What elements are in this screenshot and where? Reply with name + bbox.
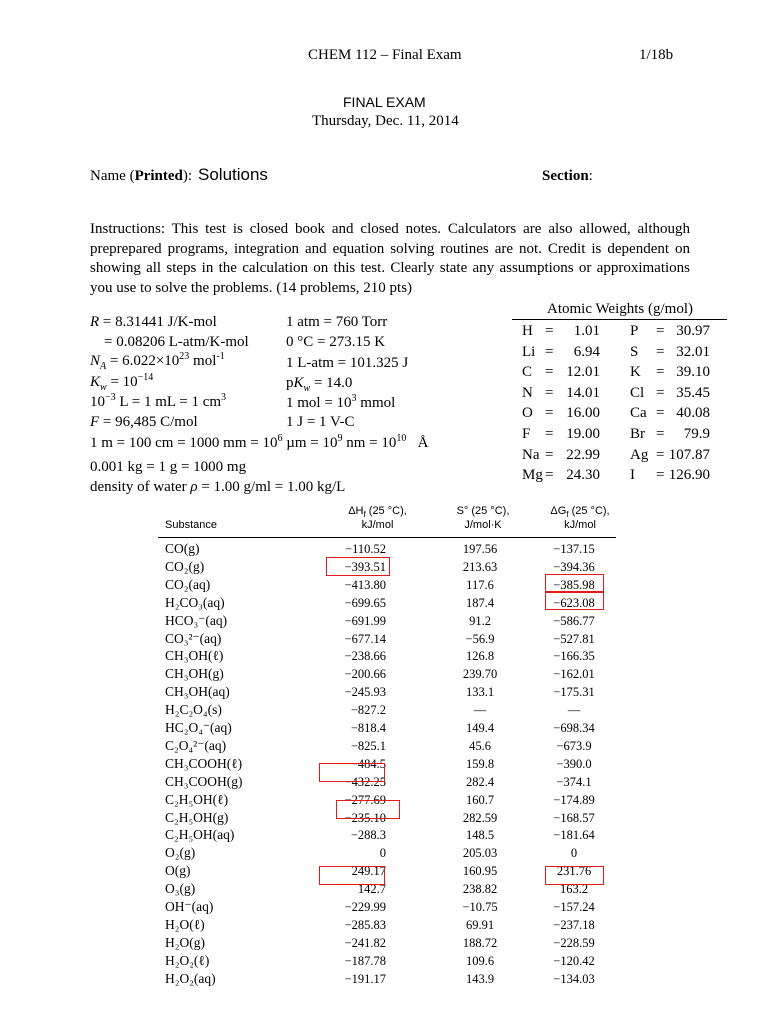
cell-entropy: −10.75 (462, 900, 498, 914)
cell-enthalpy: −191.17 (344, 971, 386, 986)
cell-enthalpy: 249.17 (351, 864, 386, 879)
col-header-s-unit: J/mol·K (464, 519, 502, 531)
atomic-weight-value: 16.00 (566, 405, 600, 422)
highlight-box-co2g-dh (326, 557, 390, 576)
cell-gibbs: 231.76 (556, 864, 592, 879)
cell-enthalpy: −187.78 (344, 953, 386, 968)
cell-entropy: 160.95 (462, 864, 498, 879)
cell-substance: H₂O(g) (165, 934, 205, 950)
const-volume (90, 392, 226, 411)
const-zeroC: 0 °C = 273.15 K (286, 334, 386, 350)
atomic-weight-value: 79.9 (683, 426, 710, 442)
const-length (90, 433, 428, 452)
atomic-weight-equals: = (545, 384, 554, 401)
atomic-weight-value: 12.01 (566, 364, 600, 381)
cell-gibbs: −175.31 (553, 685, 595, 700)
const-mass: 0.001 kg = 1 g = 1000 mg (90, 459, 247, 475)
cell-enthalpy: −691.99 (344, 613, 386, 628)
instructions: Instructions: This test is closed book and closed notes. Calculators are also allowed, although preprepared programs, integration and equation solving routines are not. Credit is dependent on showing all steps in the calculation on this test. Clearly state any assumptions or approximations you use to solve the problems. (14 problems, 210 pts) (90, 221, 690, 296)
atomic-weight-equals: = (545, 364, 554, 381)
cell-substance: C₂H₅OH(aq) (165, 827, 235, 843)
atomic-weight-equals: = (545, 446, 554, 463)
cell-entropy: 45.6 (469, 738, 491, 753)
highlight-box-o2-dh (336, 800, 400, 819)
atomic-weight-element: Ag (630, 446, 649, 463)
const-vol1-exp: −3 (105, 392, 116, 403)
const-Kw-exp: −14 (137, 372, 154, 383)
atomic-weight-element: N (522, 384, 533, 401)
const-R1-text: = 8.31441 J/K-mol (102, 314, 217, 330)
col-header-s: S° (25 °C), (456, 505, 510, 517)
cell-entropy: 188.72 (462, 935, 498, 950)
const-NA-exp: 23 (179, 351, 190, 362)
highlight-box-water-dh (319, 866, 385, 885)
cell-entropy: 239.70 (462, 667, 498, 682)
cell-gibbs: 163.2 (559, 882, 589, 897)
exam-date: Thursday, Dec. 11, 2014 (312, 113, 459, 129)
cell-gibbs: −385.98 (553, 577, 595, 592)
atomic-weight-element: I (630, 467, 635, 484)
const-mol-exp: 3 (351, 393, 357, 404)
section-colon: : (588, 168, 593, 184)
col-header-dg (530, 505, 630, 519)
cell-gibbs: −137.15 (553, 542, 595, 556)
highlight-box-ethanol-dh (319, 763, 385, 782)
atomic-weight-element: K (630, 364, 641, 381)
atomic-weight-equals: = (656, 343, 665, 360)
cell-substance: CH₃OH(aq) (165, 684, 230, 700)
cell-gibbs: −623.08 (553, 595, 595, 610)
atomic-weight-element: C (522, 364, 533, 381)
page-number: 1/18b (639, 47, 674, 63)
cell-entropy: 282.4 (465, 774, 495, 789)
cell-substance: CH₃COOH(g) (165, 773, 243, 789)
cell-gibbs: −162.01 (553, 667, 595, 682)
const-NA: $N_A = 6.022\times 10^{23}$ mol$^{-1}$ (90, 351, 225, 372)
cell-substance: H₂CO₃(aq) (165, 594, 225, 610)
cell-enthalpy: −699.65 (344, 595, 386, 610)
const-len1: 1 m = 100 cm = 1000 mm = 10 (90, 435, 278, 451)
col-header-dg-2: (25 °C), (568, 505, 610, 517)
const-len2: µm = 10 (286, 435, 338, 451)
cell-entropy: 205.03 (462, 846, 498, 861)
cell-enthalpy: −827.2 (350, 703, 386, 718)
cell-gibbs: −168.57 (553, 810, 595, 825)
name-label-post: ): (182, 168, 193, 184)
atomic-weight-element: Na (522, 446, 540, 463)
const-NA-text: = 6.022×10 (109, 353, 180, 369)
cell-gibbs: 0 (570, 846, 578, 861)
cell-substance: H₂O₂(ℓ) (165, 952, 210, 968)
atomic-weight-equals: = (656, 323, 665, 339)
const-mol-pre: 1 mol = 10 (286, 395, 352, 411)
col-header-dh-sub: f (363, 510, 366, 520)
name-label-bold: Printed (134, 168, 183, 184)
const-NA-unit: mol (193, 353, 217, 369)
const-vol1: 10 (90, 394, 105, 410)
const-mol (286, 393, 395, 412)
cell-substance: O(g) (165, 863, 191, 879)
const-len1-exp: 6 (277, 433, 283, 444)
cell-substance: CO(g) (165, 541, 200, 556)
cell-substance: CH₃COOH(ℓ) (165, 755, 243, 771)
const-F-text: = 96,485 C/mol (102, 414, 198, 430)
highlight-box-h2co3-dg (545, 591, 604, 610)
const-R1: R = 8.31441 J/K-mol (90, 314, 217, 330)
const-joule: 1 J = 1 V-C (286, 414, 355, 430)
atomic-weight-element: O (522, 405, 533, 422)
cell-enthalpy: −277.69 (344, 792, 386, 807)
cell-substance: OH⁻(aq) (165, 899, 214, 914)
col-header-dg-sub: f (566, 510, 569, 520)
col-header-dh (320, 505, 435, 519)
table-header-rule (158, 537, 616, 538)
col-header-dh-2: (25 °C), (365, 505, 407, 517)
cell-enthalpy: −200.66 (344, 667, 386, 682)
atomic-weight-value: 32.01 (676, 343, 710, 360)
cell-gibbs: −228.59 (553, 935, 595, 950)
cell-substance: C₂O₄²⁻(aq) (165, 737, 227, 753)
atomic-weight-equals: = (656, 467, 665, 484)
const-vol2-exp: 3 (221, 392, 227, 403)
atomic-weight-element: H (522, 323, 533, 339)
section-label (542, 168, 593, 185)
cell-substance: CO₂(g) (165, 558, 205, 574)
atomic-weight-value: 19.00 (566, 426, 600, 442)
cell-entropy: 160.7 (465, 792, 495, 807)
cell-enthalpy: −825.1 (350, 738, 386, 753)
const-atm: 1 atm = 760 Torr (286, 314, 388, 330)
cell-entropy: −56.9 (465, 631, 495, 646)
cell-entropy: 117.6 (466, 577, 494, 592)
cell-substance: CO₂(aq) (165, 576, 211, 592)
atomic-weight-element: F (522, 426, 531, 442)
cell-entropy: — (473, 703, 487, 718)
cell-enthalpy: −677.14 (344, 631, 386, 646)
const-len4: Å (417, 435, 429, 451)
cell-substance: CO₃²⁻(aq) (165, 630, 222, 646)
cell-gibbs: −374.1 (556, 774, 592, 789)
atomic-weights-title: Atomic Weights (g/mol) (547, 301, 694, 317)
cell-enthalpy: 0 (379, 846, 386, 861)
section-label-text: Section (542, 168, 589, 184)
atomic-weights-rule (512, 319, 727, 320)
const-F: F = 96,485 C/mol (90, 414, 198, 430)
cell-entropy: 213.63 (462, 559, 498, 574)
cell-entropy: 187.4 (465, 595, 495, 610)
cell-gibbs: −586.77 (553, 613, 595, 628)
cell-enthalpy: −241.82 (344, 935, 386, 950)
col-header-dg-unit: kJ/mol (564, 519, 596, 531)
cell-substance: O₂(g) (165, 845, 196, 861)
cell-enthalpy: −245.93 (344, 685, 386, 700)
atomic-weight-equals: = (545, 405, 554, 422)
cell-entropy: 149.4 (465, 721, 495, 735)
cell-substance: H₂O(ℓ) (165, 916, 205, 932)
atomic-weight-equals: = (656, 446, 665, 463)
cell-substance: H₂C₂O₄(s) (165, 702, 222, 718)
cell-substance: C₂H₅OH(g) (165, 809, 229, 825)
atomic-weight-value: 22.99 (566, 446, 600, 463)
cell-entropy: 143.9 (465, 971, 495, 986)
cell-gibbs: −166.35 (553, 649, 595, 664)
atomic-weight-value: 39.10 (676, 364, 710, 381)
cell-entropy: 109.6 (465, 953, 495, 968)
atomic-weight-value: 126.90 (668, 467, 710, 484)
atomic-weight-value: 24.30 (566, 467, 600, 484)
cell-gibbs: −237.18 (553, 917, 595, 932)
atomic-weight-equals: = (656, 405, 665, 422)
const-density: density of water ρ = 1.00 g/ml = 1.00 kg/L (90, 479, 346, 495)
cell-enthalpy: −393.51 (344, 559, 386, 574)
cell-enthalpy: −484.5 (350, 756, 386, 771)
cell-gibbs: −134.03 (553, 971, 595, 986)
atomic-weight-value: 30.97 (676, 323, 710, 339)
cell-enthalpy: −110.52 (345, 542, 386, 556)
col-header-substance: Substance (165, 519, 217, 531)
const-len2-exp: 9 (337, 433, 343, 444)
cell-enthalpy: −238.66 (344, 649, 386, 664)
const-Kw: $K_w = 10^{-14}$ (90, 372, 154, 393)
const-mol-post: mmol (360, 395, 396, 411)
atomic-weight-value: 35.45 (676, 384, 710, 401)
atomic-weight-value: 40.08 (676, 405, 710, 422)
atomic-weight-element: Mg (522, 467, 543, 484)
cell-enthalpy: −235.10 (344, 810, 386, 825)
atomic-weight-element: Cl (630, 384, 645, 401)
atomic-weight-element: Br (630, 426, 645, 442)
cell-enthalpy: −288.3 (350, 828, 386, 843)
cell-gibbs: −527.81 (553, 631, 595, 646)
cell-entropy: 282.59 (462, 810, 498, 825)
cell-substance: CH₃OH(ℓ) (165, 648, 224, 664)
cell-entropy: 91.2 (469, 613, 491, 628)
exam-header-course: CHEM 112 – Final Exam (308, 47, 462, 63)
cell-entropy: 69.91 (465, 917, 495, 932)
page-title: FINAL EXAM (343, 94, 426, 110)
cell-gibbs: −698.34 (553, 721, 595, 735)
const-density-pre: density of water (90, 479, 187, 495)
atomic-weight-equals: = (656, 426, 665, 442)
highlight-box-water-dg (545, 866, 604, 885)
const-NA-unit-exp: -1 (216, 351, 225, 362)
cell-substance: O₃(g) (165, 881, 196, 897)
cell-gibbs: −157.24 (553, 900, 595, 914)
col-header-dh-unit: kJ/mol (361, 519, 394, 531)
atomic-weight-element: Li (522, 343, 536, 360)
const-density-post: = 1.00 g/ml = 1.00 kg/L (201, 479, 346, 495)
cell-gibbs: −390.0 (556, 756, 592, 771)
cell-entropy: 133.1 (465, 685, 495, 700)
const-pKw-pre: p (286, 375, 294, 391)
atomic-weight-value: 107.87 (668, 446, 710, 463)
atomic-weight-equals: = (545, 343, 554, 360)
cell-entropy: 197.56 (462, 542, 498, 556)
atomic-weight-value: 14.01 (566, 384, 600, 401)
cell-enthalpy: 142.7 (357, 882, 386, 897)
name-label (90, 168, 192, 185)
atomic-weight-equals: = (545, 323, 554, 339)
const-pKw: $pK_w = 14.0$ (286, 375, 353, 394)
cell-substance: CH₃OH(g) (165, 666, 224, 682)
atomic-weight-element: S (630, 343, 639, 360)
cell-gibbs: −394.36 (553, 559, 595, 574)
const-len3: nm = 10 (346, 435, 397, 451)
cell-gibbs: −174.89 (553, 792, 595, 807)
atomic-weight-element: P (630, 323, 639, 339)
atomic-weight-equals: = (545, 467, 554, 484)
const-R2: = 0.08206 L-atm/K-mol (104, 334, 249, 350)
cell-entropy: 159.8 (465, 756, 495, 771)
col-header-dg-1: ΔG (550, 505, 567, 517)
atomic-weight-value: 6.94 (573, 343, 600, 360)
cell-enthalpy: −818.4 (350, 721, 386, 735)
cell-gibbs: −673.9 (556, 738, 592, 753)
atomic-weight-equals: = (656, 384, 665, 401)
cell-gibbs: −120.42 (553, 953, 595, 968)
atomic-weight-value: 1.01 (573, 323, 600, 339)
col-header-dh-1: ΔH (348, 505, 364, 517)
cell-enthalpy: −432.25 (344, 774, 386, 789)
const-pKw-post: = 14.0 (313, 375, 353, 391)
const-len3-exp: 10 (396, 433, 407, 444)
cell-substance: H₂O₂(aq) (165, 970, 216, 986)
cell-enthalpy: −229.99 (344, 900, 386, 914)
name-label-pre: Name ( (90, 168, 135, 184)
cell-gibbs: −181.64 (553, 828, 595, 843)
atomic-weight-element: Ca (630, 405, 647, 422)
cell-substance: C₂H₅OH(ℓ) (165, 791, 229, 807)
cell-gibbs: — (567, 703, 581, 718)
cell-enthalpy: −285.83 (344, 917, 386, 932)
cell-enthalpy: −413.80 (344, 577, 386, 592)
const-vol2: L = 1 mL = 1 cm (119, 394, 222, 410)
const-latm: 1 L-atm = 101.325 J (286, 355, 409, 371)
const-Kw-text: = 10 (110, 374, 138, 390)
atomic-weight-equals: = (545, 426, 554, 442)
cell-entropy: 126.8 (465, 649, 495, 664)
atomic-weight-equals: = (656, 364, 665, 381)
cell-entropy: 148.5 (465, 828, 495, 843)
cell-substance: HC₂O₄⁻(aq) (165, 720, 232, 735)
name-value: Solutions (198, 165, 268, 184)
cell-entropy: 238.82 (462, 882, 498, 897)
cell-substance: HCO₃⁻(aq) (165, 612, 228, 628)
